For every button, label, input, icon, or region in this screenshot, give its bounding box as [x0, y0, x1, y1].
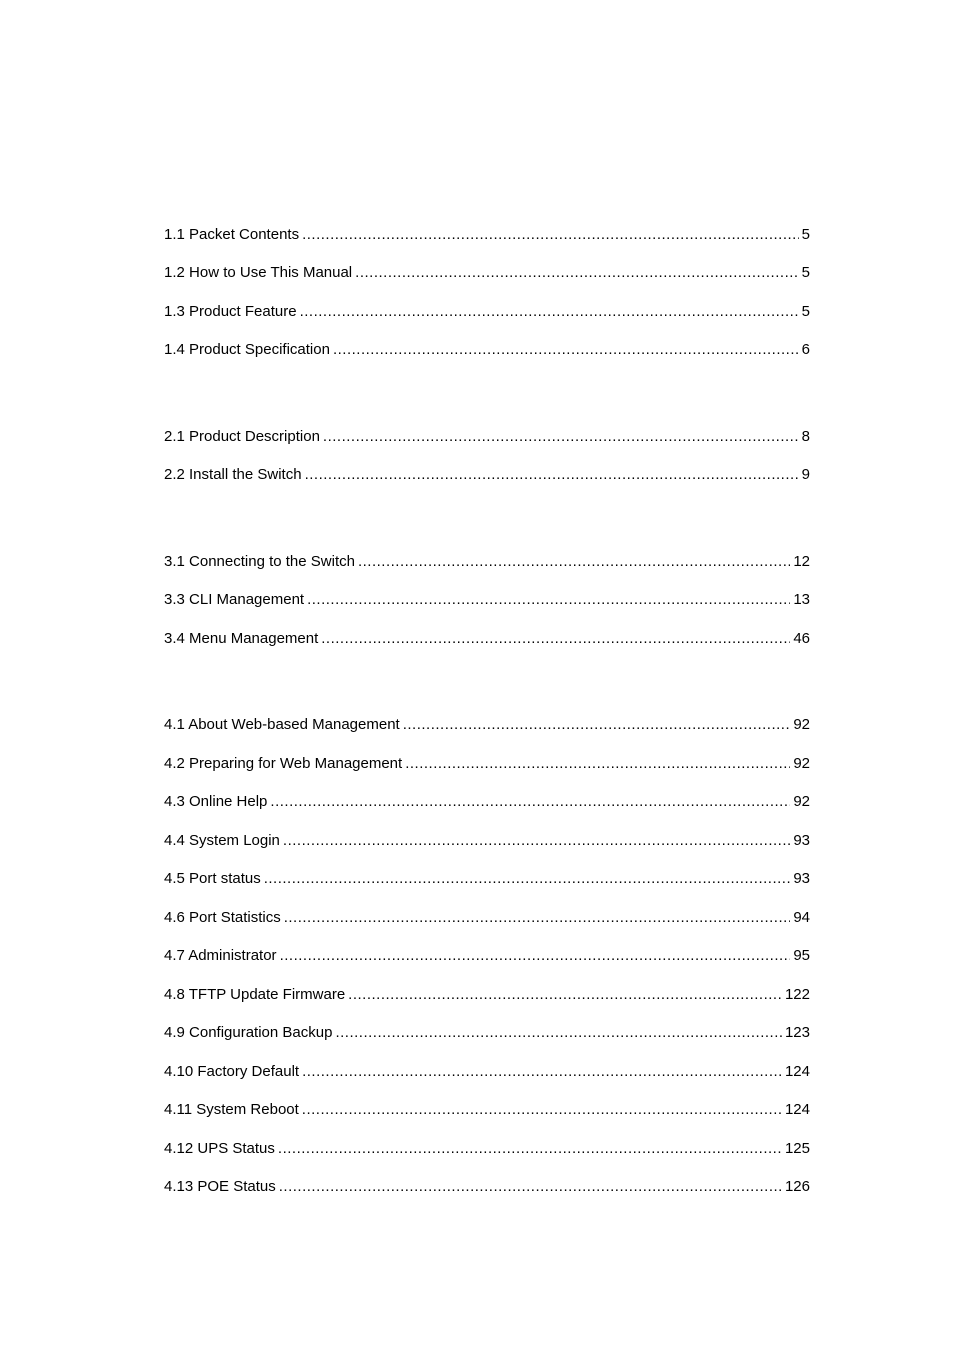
toc-entry-page: 92: [793, 716, 810, 733]
toc-entry-page: 124: [784, 1063, 810, 1080]
toc-dot-leader: [355, 264, 799, 282]
toc-entry-page: 8: [801, 428, 810, 445]
toc-entry-page: 5: [801, 303, 810, 320]
toc-entry-title: 4.4 System Login: [164, 832, 280, 849]
toc-entry[interactable]: [164, 716, 810, 734]
toc-entry-title: 2.1 Product Description: [164, 428, 320, 445]
toc-entry[interactable]: [164, 1140, 810, 1158]
toc-dot-leader: [307, 591, 790, 609]
toc-dot-leader: [280, 947, 791, 965]
toc-entry-title: 4.11 System Reboot: [164, 1101, 299, 1118]
toc-entry-title: 1.3 Product Feature: [164, 303, 297, 320]
toc-entry-page: 6: [801, 341, 810, 358]
toc-entry-page: 46: [793, 630, 810, 647]
toc-entry-title: 4.5 Port status: [164, 870, 261, 887]
toc-dot-leader: [358, 553, 790, 571]
toc-dot-leader: [278, 1140, 782, 1158]
toc-entry-page: 94: [793, 909, 810, 926]
toc-entry-title: 4.3 Online Help: [164, 793, 268, 810]
toc-entry-title: 4.10 Factory Default: [164, 1063, 300, 1080]
toc-dot-leader: [403, 716, 791, 734]
toc-entry-page: 92: [793, 755, 810, 772]
toc-dot-leader: [335, 1024, 782, 1042]
toc-entry-title: 2.2 Install the Switch: [164, 466, 302, 483]
toc-entry-title: 4.9 Configuration Backup: [164, 1024, 333, 1041]
toc-entry-page: 93: [793, 832, 810, 849]
toc-entry-title: 1.2 How to Use This Manual: [164, 264, 353, 281]
toc-entry-page: 124: [784, 1101, 810, 1118]
toc-entry-title: 3.4 Menu Management: [164, 630, 319, 647]
toc-entry-title: 4.8 TFTP Update Firmware: [164, 986, 346, 1003]
toc-dot-leader: [321, 630, 790, 648]
toc-entry-page: 122: [784, 986, 810, 1003]
toc-entry-title: 1.4 Product Specification: [164, 341, 330, 358]
toc-dot-leader: [323, 428, 799, 446]
toc-entry[interactable]: [164, 466, 810, 484]
toc-entry-title: 4.1 About Web-based Management: [164, 716, 400, 733]
toc-entry[interactable]: [164, 630, 810, 648]
toc-dot-leader: [284, 909, 791, 927]
toc-entry[interactable]: [164, 591, 810, 609]
toc-dot-leader: [348, 986, 782, 1004]
toc-entry-page: 95: [793, 947, 810, 964]
toc-entry-page: 13: [793, 591, 810, 608]
toc-entry-page: 5: [801, 264, 810, 281]
toc-dot-leader: [302, 1063, 782, 1081]
toc-entry[interactable]: [164, 755, 810, 773]
toc-dot-leader: [270, 793, 790, 811]
toc-entry[interactable]: [164, 986, 810, 1004]
toc-dot-leader: [264, 870, 791, 888]
toc-entry[interactable]: [164, 909, 810, 927]
toc-entry-title: 4.6 Port Statistics: [164, 909, 281, 926]
toc-entry[interactable]: [164, 1178, 810, 1196]
toc-entry[interactable]: [164, 264, 810, 282]
toc-entry-title: 3.3 CLI Management: [164, 591, 305, 608]
toc-entry[interactable]: [164, 428, 810, 446]
toc-dot-leader: [333, 341, 799, 359]
toc-dot-leader: [405, 755, 790, 773]
toc-dot-leader: [302, 1101, 782, 1119]
toc-entry-page: 123: [784, 1024, 810, 1041]
toc-entry[interactable]: [164, 793, 810, 811]
toc-dot-leader: [279, 1178, 782, 1196]
toc-dot-leader: [302, 226, 799, 244]
toc-dot-leader: [300, 303, 799, 321]
toc-entry[interactable]: [164, 1101, 810, 1119]
toc-entry[interactable]: [164, 947, 810, 965]
toc-entry-page: 93: [793, 870, 810, 887]
toc-entry-title: 4.13 POE Status: [164, 1178, 276, 1195]
toc-entry[interactable]: [164, 553, 810, 571]
toc-entry-title: 4.12 UPS Status: [164, 1140, 275, 1157]
toc-entry-page: 9: [801, 466, 810, 483]
toc-dot-leader: [305, 466, 799, 484]
toc-entry-title: 4.7 Administrator: [164, 947, 277, 964]
toc-entry[interactable]: [164, 226, 810, 244]
toc-dot-leader: [283, 832, 790, 850]
toc-entry[interactable]: [164, 341, 810, 359]
toc-entry-title: 4.2 Preparing for Web Management: [164, 755, 403, 772]
toc-entry[interactable]: [164, 303, 810, 321]
toc-entry-page: 92: [793, 793, 810, 810]
toc-entry[interactable]: [164, 832, 810, 850]
toc-entry-page: 126: [784, 1178, 810, 1195]
toc-entry[interactable]: [164, 870, 810, 888]
toc-entry-title: 1.1 Packet Contents: [164, 226, 300, 243]
toc-entry-page: 125: [784, 1140, 810, 1157]
toc-entry[interactable]: [164, 1024, 810, 1042]
toc-entry[interactable]: [164, 1063, 810, 1081]
toc-entry-page: 5: [801, 226, 810, 243]
toc-entry-title: 3.1 Connecting to the Switch: [164, 553, 355, 570]
toc-entry-page: 12: [793, 553, 810, 570]
